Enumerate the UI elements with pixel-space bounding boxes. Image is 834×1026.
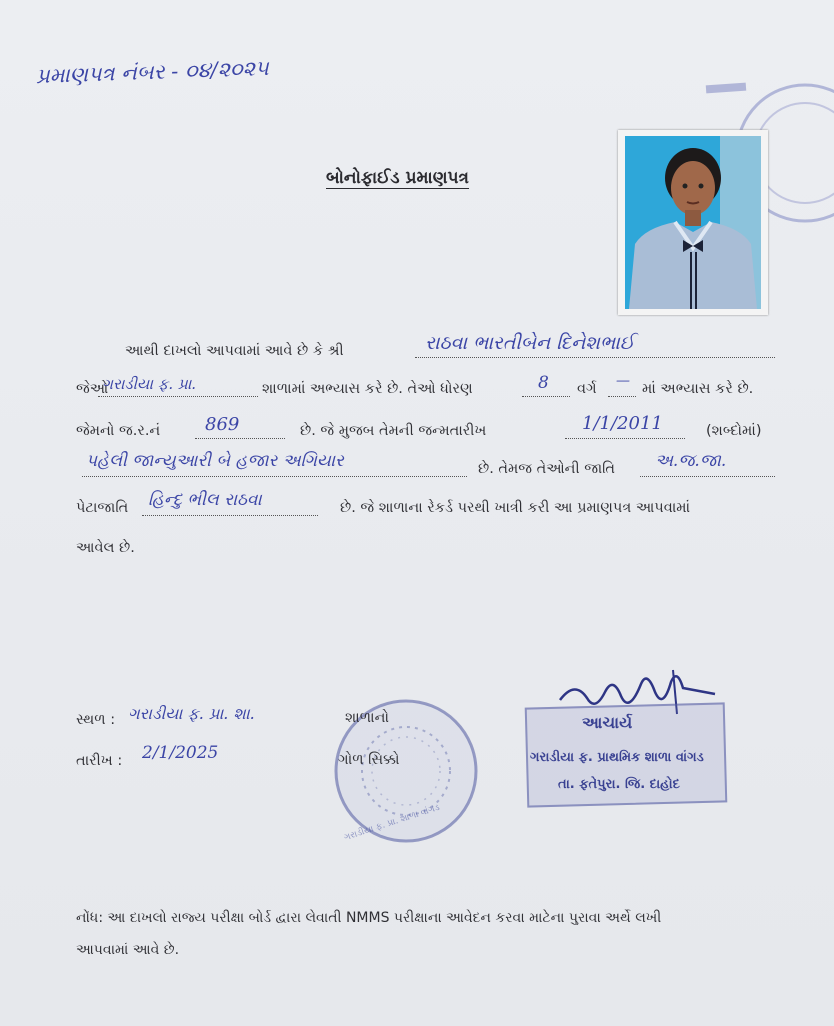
certificate-number: પ્રમાણપત્ર નંબર - ૦૪/૨૦૨૫ [35,55,270,89]
seal-label-line2: ગોળ સિક્કો [338,752,400,768]
standard-dotline [522,396,570,397]
student-photo-frame [618,130,768,315]
principal-label: આચાર્ય [582,713,633,732]
footer-note-line1: નોંધ: આ દાખલો રાજ્ય પરીક્ષા બોર્ડ દ્વારા લેવાતી NMMS પરીક્ષાના આવેદન કરવા માટેના પુરાવા અર્થે લખી [76,910,662,926]
date-value: 2/1/2025 [142,743,219,763]
certificate-title: બોનોફાઈડ પ્રમાણપત્ર [326,168,470,188]
date-label: તારીખ : [76,753,123,769]
division-dotline [608,396,636,397]
gr-number-value: 869 [205,414,240,435]
place-value: ગરાડીયા ફ. પ્રા. શા. [128,704,255,723]
stamp-taluka-district: તા. ફતેપુરા. જિ. દાહોદ [558,777,680,792]
body-line2-suffix: માં અભ્યાસ કરે છે. [642,381,754,397]
round-seal-text: ગરાડીયા ફ. પ્રા. શાળા વાંગડ [342,802,441,844]
birth-date-dotline [565,438,685,439]
student-photo [625,136,761,309]
gr-number-dotline [195,438,285,439]
division-value: — [616,373,630,389]
seal-label-line1: શાળાનો [345,710,390,726]
school-name-dotline [98,396,258,397]
body-line3-prefix: જેમનો જ.ર.નં [76,423,161,439]
school-name-value: ગરાડીયા ફ. પ્રા. [102,375,197,393]
caste-dotline [640,476,775,477]
body-line2-mid: શાળામાં અભ્યાસ કરે છે. તેઓ ધોરણ [262,381,473,397]
body-line6: આવેલ છે. [76,540,135,556]
caste-value: અ.જ.જા. [655,451,727,471]
body-line3-suffix: (શબ્દોમાં) [706,423,762,439]
sub-caste-dotline [142,515,318,516]
sub-caste-value: હિન્દુ ભીલ રાઠવા [148,490,262,510]
birth-date-value: 1/1/2011 [582,413,663,434]
student-name-dotline [415,357,775,358]
standard-value: 8 [538,373,549,393]
place-label: સ્થળ : [76,712,116,728]
faint-stamp-mark [706,83,746,94]
stamp-school-name: ગરાડીયા ફ. પ્રાથમિક શાળા વાંગડ [530,750,704,765]
body-line5-suffix: છે. જે શાળાના રેકર્ડ પરથી ખાત્રી કરી આ પ્રમાણપત્ર આપવામાં [340,500,691,516]
body-line3-mid: છે. જે મુજબ તેમની જન્મતારીખ [300,423,487,439]
student-name: રાઠવા ભારતીબેન દિનેશભાઈ [425,332,635,354]
body-line4-mid: છે. તેમજ તેઓની જાતિ [478,461,616,477]
body-line2-class-label: વર્ગ [577,381,597,397]
body-line1-prefix: આથી દાખલો આપવામાં આવે છે કે શ્રી [125,343,344,359]
body-line2-prefix: જેઓ [76,381,109,397]
birth-date-in-words: પહેલી જાન્યુઆરી બે હજાર અગિયાર [86,451,344,471]
student-portrait-image [625,136,761,309]
body-line5-prefix: પેટાજાતિ [76,500,129,516]
footer-note-line2: આપવામાં આવે છે. [76,942,180,958]
birth-date-words-dotline [82,476,467,477]
